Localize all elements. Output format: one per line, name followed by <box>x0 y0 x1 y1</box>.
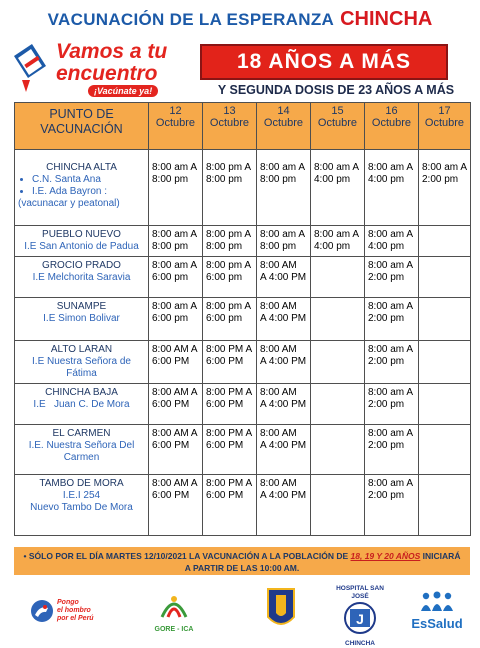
time-cell: 8:00 am A 6:00 pm <box>149 298 203 341</box>
notice-text: INICIARÁ <box>420 551 461 561</box>
time-cell: 8:00 AM A 4:00 PM <box>257 384 311 425</box>
essalud-label: EsSalud <box>411 616 463 631</box>
time-cell <box>311 425 365 475</box>
place-site: I.E Juan C. De Mora <box>33 399 130 410</box>
time-cell: 8:00 PM A 6:00 PM <box>203 425 257 475</box>
title-place: CHINCHA <box>340 8 433 30</box>
time-cell <box>419 298 471 341</box>
time-cell: 8:00 am A 2:00 pm <box>365 341 419 384</box>
time-cell: 8:00 AM A 4:00 PM <box>257 475 311 536</box>
table-row <box>15 341 471 384</box>
header-day <box>311 103 365 150</box>
place-site: I.E. Nuestra Señora Del <box>28 440 135 451</box>
logo1-line: Pongo <box>57 599 79 606</box>
day-number: 13 <box>223 105 236 117</box>
day-number: 16 <box>385 105 398 117</box>
essalud-logo <box>404 591 470 631</box>
logo1-line: por el Perú <box>57 615 94 622</box>
hospital-emblem-icon <box>330 601 390 635</box>
place-site: I.E Melchorita Saravia <box>32 272 131 283</box>
notice-line1 <box>14 550 470 562</box>
place-cell <box>15 341 149 384</box>
notice-highlight: 18, 19 Y 20 AÑOS <box>350 551 421 561</box>
time-cell <box>419 475 471 536</box>
table-row <box>15 425 471 475</box>
time-cell: 8:00 AM A 4:00 PM <box>257 298 311 341</box>
time-cell: 8:00 AM A 6:00 PM <box>149 341 203 384</box>
day-number: 12 <box>169 105 182 117</box>
notice-bar <box>14 547 470 575</box>
place-site: I.E San Antonio de Padua <box>24 241 139 252</box>
time-cell: 8:00 am A 8:00 pm <box>257 226 311 257</box>
time-cell <box>311 298 365 341</box>
day-number: 14 <box>277 105 290 117</box>
time-cell: 8:00 AM A 6:00 PM <box>149 425 203 475</box>
gore-emblem-icon <box>152 589 196 621</box>
header-day <box>257 103 311 150</box>
hospital-place: CHINCHA <box>345 640 375 647</box>
time-cell: 8:00 AM A 4:00 PM <box>257 425 311 475</box>
time-cell <box>419 341 471 384</box>
place-cell <box>15 298 149 341</box>
place-name: GROCIO PRADO <box>42 260 121 271</box>
place-name: ALTO LARAN <box>50 344 113 355</box>
time-cell: 8:00 PM A 6:00 PM <box>203 341 257 384</box>
logo-line1: Vamos a tu <box>56 40 168 63</box>
crest-icon <box>266 587 296 633</box>
day-month: Octubre <box>424 117 465 129</box>
time-cell: 8:00 AM A 6:00 PM <box>149 384 203 425</box>
day-month: Octubre <box>371 117 412 129</box>
place-cell <box>15 150 149 226</box>
time-cell: 8:00 PM A 6:00 PM <box>203 384 257 425</box>
day-month: Octubre <box>317 117 358 129</box>
time-cell: 8:00 am A 2:00 pm <box>365 425 419 475</box>
logo1-line: el hombro <box>57 607 91 614</box>
place-name: TAMBO DE MORA <box>39 478 124 489</box>
age-banner: 18 AÑOS A MÁS <box>200 44 448 80</box>
header-place: PUNTO DE VACUNACIÓN <box>15 103 149 150</box>
time-cell: 8:00 am A 2:00 pm <box>365 384 419 425</box>
time-cell: 8:00 AM A 4:00 PM <box>257 257 311 298</box>
hospital-san-jose-logo <box>330 585 390 647</box>
time-cell: 8:00 AM A 4:00 PM <box>257 341 311 384</box>
place-site: I.E Nuestra Señora de <box>32 356 131 367</box>
time-cell: 8:00 pm A 6:00 pm <box>203 298 257 341</box>
place-site: • C.N. Santa Ana <box>32 174 145 186</box>
page-title <box>0 8 480 31</box>
time-cell: 8:00 am A 2:00 pm <box>365 475 419 536</box>
table-row <box>15 384 471 425</box>
people-icon <box>404 591 470 611</box>
table-row <box>15 475 471 536</box>
svg-text:J: J <box>356 611 364 627</box>
day-number: 15 <box>331 105 344 117</box>
table-row <box>15 226 471 257</box>
time-cell <box>419 384 471 425</box>
table-row <box>15 150 471 226</box>
place-cell <box>15 226 149 257</box>
time-cell: 8:00 am A 8:00 pm <box>257 150 311 226</box>
header-day <box>149 103 203 150</box>
day-number: 17 <box>438 105 451 117</box>
arm-icon <box>30 599 54 623</box>
place-site: Fátima <box>66 368 97 379</box>
table-row <box>15 298 471 341</box>
place-name: CHINCHA BAJA <box>45 387 118 398</box>
time-cell: 8:00 am A 4:00 pm <box>311 150 365 226</box>
place-name: PUEBLO NUEVO <box>42 229 121 240</box>
table-row <box>15 257 471 298</box>
place-site: I.E.I 254 <box>62 490 101 501</box>
time-cell: 8:00 am A 2:00 pm <box>365 298 419 341</box>
place-cell <box>15 257 149 298</box>
header-day <box>365 103 419 150</box>
time-cell: 8:00 AM A 6:00 PM <box>149 475 203 536</box>
bullet-icon: • <box>23 551 27 561</box>
place-cell <box>15 425 149 475</box>
time-cell: 8:00 am A 4:00 pm <box>311 226 365 257</box>
subtitle: Y SEGUNDA DOSIS DE 23 AÑOS A MÁS <box>217 83 455 97</box>
place-cell <box>15 475 149 536</box>
place-name: SUNAMPE <box>56 301 107 312</box>
logo-tagline: ¡Vacúnate ya! <box>88 85 158 97</box>
day-month: Octubre <box>263 117 304 129</box>
time-cell: 8:00 am A 2:00 pm <box>365 257 419 298</box>
time-cell: 8:00 am A 6:00 pm <box>149 257 203 298</box>
header-day <box>419 103 471 150</box>
footer-logos <box>0 583 480 647</box>
day-month: Octubre <box>155 117 196 129</box>
shield-logo <box>266 587 296 633</box>
place-cell <box>15 384 149 425</box>
place-site: I.E Simon Bolivar <box>43 313 120 324</box>
gore-ica-logo <box>152 589 196 633</box>
place-site: Nuevo Tambo De Mora <box>30 502 133 513</box>
time-cell: 8:00 PM A 6:00 PM <box>203 475 257 536</box>
time-cell: 8:00 am A 8:00 pm <box>149 150 203 226</box>
time-cell <box>311 257 365 298</box>
time-cell <box>311 384 365 425</box>
time-cell <box>311 341 365 384</box>
gore-label: GORE - ICA <box>154 626 194 633</box>
time-cell <box>311 475 365 536</box>
time-cell <box>419 425 471 475</box>
notice-text: SÓLO POR EL DÍA MARTES 12/10/2021 LA VACUNACIÓN A LA POBLACIÓN DE <box>28 551 351 561</box>
time-cell: 8:00 am A 8:00 pm <box>149 226 203 257</box>
time-cell: 8:00 pm A 6:00 pm <box>203 257 257 298</box>
time-cell: 8:00 am A 4:00 pm <box>365 150 419 226</box>
schedule-table <box>14 102 471 536</box>
time-cell: 8:00 am A 4:00 pm <box>365 226 419 257</box>
place-site: • I.E. Ada Bayron : <box>32 186 145 198</box>
place-site-note: (vacunacar y peatonal) <box>18 198 120 209</box>
syringe-icon <box>12 42 48 94</box>
place-name: EL CARMEN <box>52 428 111 439</box>
pongo-el-hombro-logo <box>30 593 112 631</box>
time-cell: 8:00 pm A 8:00 pm <box>203 150 257 226</box>
place-name: CHINCHA ALTA <box>46 162 117 173</box>
logo-line2: encuentro <box>56 62 158 85</box>
day-month: Octubre <box>209 117 250 129</box>
time-cell: 8:00 pm A 8:00 pm <box>203 226 257 257</box>
campaign-logo <box>12 38 187 100</box>
time-cell <box>419 257 471 298</box>
table-header-row <box>15 103 471 150</box>
hospital-arc: HOSPITAL SAN JOSÉ <box>336 585 384 600</box>
time-cell: 8:00 am A 2:00 pm <box>419 150 471 226</box>
header-day <box>203 103 257 150</box>
notice-line2: A PARTIR DE LAS 10:00 AM. <box>184 563 300 573</box>
time-cell <box>419 226 471 257</box>
title-main: VACUNACIÓN DE LA ESPERANZA <box>47 10 335 29</box>
place-site: Carmen <box>63 452 100 463</box>
